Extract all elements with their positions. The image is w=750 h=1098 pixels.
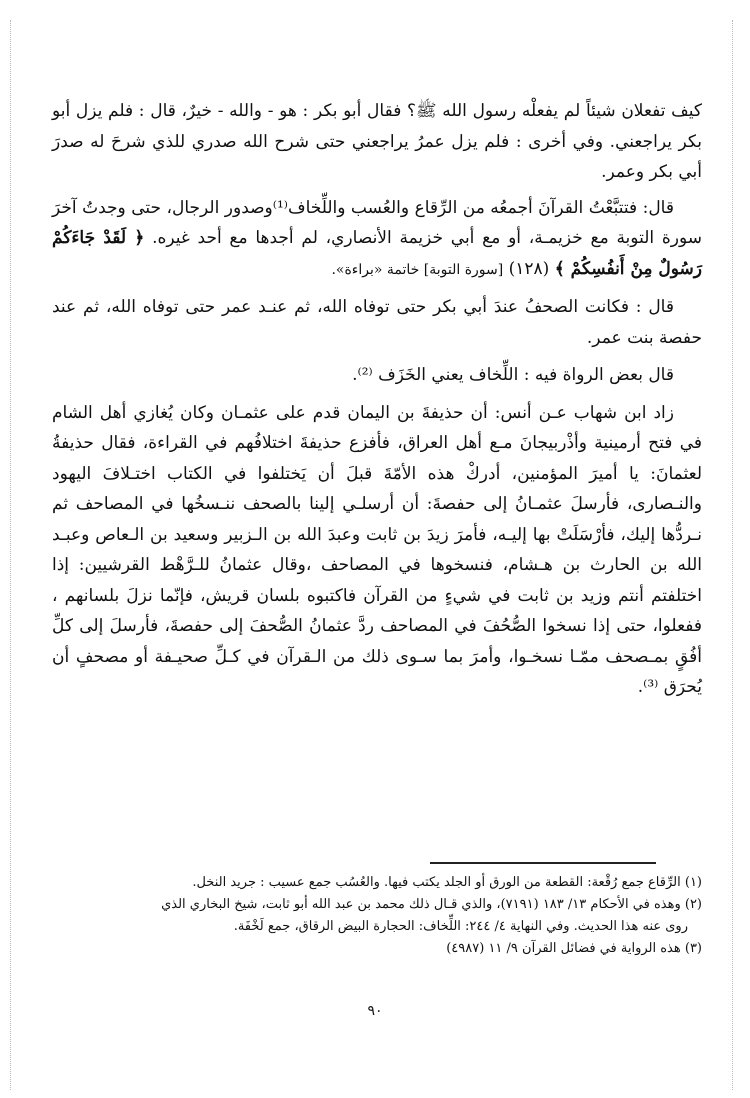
page-number: ٩٠ (367, 1003, 383, 1019)
paragraph-4: قال بعض الرواة فيه : اللِّخاف يعني الخَزَف ⁽²⁾. (352, 365, 674, 385)
verse-reference: [سورة التوبة] خاتمة «براءة». (331, 261, 504, 278)
main-text (52, 96, 702, 703)
footnotes (52, 872, 702, 960)
paragraph-3: قال : فكانت الصحفُ عندَ أبي بكر حتى توفاه الله، ثم عنـد عمر حتى توفاه الله، ثم عند حفصة بنت عمر. (52, 297, 702, 348)
paragraph-1: كيف تفعلان شيئاً لم يفعلْه رسول الله ﷺ؟ فقال أبو بكر : هو - والله - خيرٌ، قال : فلم يزل أبو بكر يراجعني. وفي أخرى : فلم يزل عمرُ يراجعني حتى شرح الله صدري للذي شرحَ له صدرَ أبي بكر وعمر. (52, 101, 702, 182)
footnote-2: (٢) وهذه في الأحكام ١٣/ ١٨٣ (٧١٩١)، والذي قـال ذلك محمد بن عبد الله أبو ثابت، شيخ البخاري الذي (161, 897, 702, 912)
quran-verse: ﴿ لَقَدْ جَاءَكُمْ رَسُولٌ مِنْ أَنفُسِكُمْ ﴾ (52, 228, 702, 279)
footnote-1: (١) الرِّقاع جمع رُقْعة: القطعة من الورق أو الجلد يكتب فيها. والعُسُب جمع عسيب : جريد النخل. (192, 875, 702, 890)
page-edge-left (10, 20, 11, 1090)
footnote-2-continued: روى عنه هذا الحديث. وفي النهاية ٤/ ٢٤٤: اللِّخاف: الحجارة البيض الرقاق، جمع لَخْفَة. (233, 919, 688, 934)
verse-number: (١٢٨) (508, 258, 550, 279)
paragraph-2-text: قال: فتتبَّعْتُ القرآنَ أجمعُه من الرِّقاع والعُسب واللِّخاف⁽¹⁾وصدور الرجال، حتى وجدتُ آخرَ سورة التوبة مع خزيمـة، أو مع أبي خزيمة الأنصاري، لم أجدها مع أحد غيره. (52, 197, 703, 248)
footnote-separator (430, 862, 656, 864)
paragraph-2 (52, 193, 702, 286)
paragraph-5: زاد ابن شهاب عـن أنس: أن حذيفةَ بن اليمان قدم على عثمـان وكان يُغازي أهل الشام في فتح أرمينية وأذْربيجانَ مـع أهل العراق، فأفزع حذيفةَ اختلافُهم في القراءة، فقال حذيفةُ لعثمانَ: يا أميرَ المؤمنين، أدركْ هذه الأمّةَ قبلَ أن يَختلفوا في الكتاب اختـلافَ اليهود والنـصارى، فأرسلَ عثمـانُ إلى حفصةَ: أن أرسلـي إلينا بالصحف ننـسخُها في المصاحف ثم نـردُّها إليك، فأرْسَلَتْ بها إليـه، فأمرَ زيدَ بن ثابت وعبدَ الله بن الـزبير وسعيد بن الـعاص وعبـد الله بن الحارث بن هـشام، فنسخوها في المصاحف ،وقال عثمانُ للـرَّهْط القرشيين: إذا اختلفتم أنتم وزيد بن ثابت في شيءٍ من القرآن فاكتبوه بلسان قريش، فإنّما نزلَ بلسانهم ، ففعلوا، حتى إذا نسخوا الصُّحُفَ في المصاحف ردَّ عثمانُ الصُّحفَ إلى حفصةَ، فأرسلَ إلى كلِّ أفُقٍ بمـصحف ممّـا نسخـوا، وأمرَ بما سـوى ذلك من الـقرآن في كـلِّ صحيـفة أو مصحفٍ أن يُحرَق ⁽³⁾. (52, 402, 702, 697)
footnote-3: (٣) هذه الرواية في فضائل القرآن ٩/ ١١ (٤٩٨٧) (446, 941, 702, 956)
page-edge-right (732, 20, 733, 1090)
